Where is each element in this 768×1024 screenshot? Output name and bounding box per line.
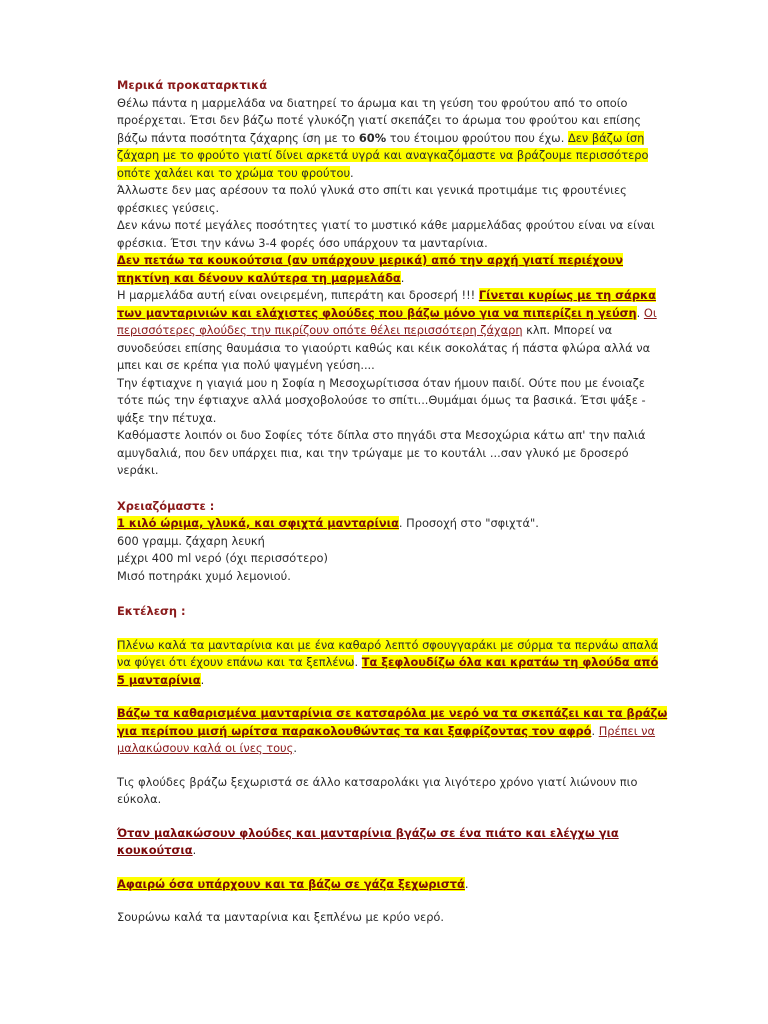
step-2-end: . bbox=[293, 741, 297, 755]
spacer bbox=[117, 689, 668, 705]
p1-end: . bbox=[350, 165, 354, 180]
spacer bbox=[117, 809, 668, 825]
intro-paragraph-7: Καθόμαστε λοιπόν οι δυο Σοφίες τότε δίπλα στο πηγάδι στα Μεσοχώρια κάτω απ' την παλιά αμυγδαλιά, που δεν υπάρχει πια, και την τρώγαμε με το κουτάλι ...σαν γλυκό με δροσερό νεράκι. bbox=[117, 428, 646, 477]
method-heading: Εκτέλεση : bbox=[117, 604, 186, 618]
p1-text-b: του έτοιμου φρούτου που έχω. bbox=[386, 130, 568, 145]
spacer bbox=[117, 480, 668, 498]
p5-emphasis: Γίνεται κυρίως με τη σάρκα των μανταρινιών και ελάχιστες φλούδες που βάζω μόνο για να πιπερίζει η γεύση bbox=[117, 288, 656, 320]
step-2-sep: . bbox=[591, 723, 599, 738]
step-1-end: . bbox=[200, 672, 205, 687]
method-step-4 bbox=[117, 825, 668, 860]
spacer bbox=[117, 758, 668, 774]
intro-heading: Μερικά προκαταρκτικά bbox=[117, 78, 268, 92]
step-5-end: . bbox=[464, 876, 469, 891]
step-1-sep: . bbox=[354, 655, 362, 669]
method-step-6: Σουρώνω καλά τα μανταρίνια και ξεπλένω με κρύο νερό. bbox=[117, 910, 445, 924]
method-step-3: Τις φλούδες βράζω ξεχωριστά σε άλλο κατσαρολάκι για λιγότερο χρόνο γιατί λιώνουν πιο εύκολα. bbox=[117, 774, 638, 806]
p5-text-c: κλπ. Μπορεί να συνοδεύσει επίσης θαυμάσια το γιαούρτι καθώς και κέικ σοκολάτας ή πάστα φλώρα αλλά να μπει και σε κρέπα για πολύ ψαγμένη γεύση.... bbox=[117, 323, 651, 372]
spacer bbox=[117, 585, 668, 603]
step-4-end: . bbox=[192, 843, 197, 857]
ingredient-item: μέχρι 400 ml νερό (όχι περισσότερο) bbox=[117, 551, 328, 565]
p1-text-a: Θέλω πάντα η μαρμελάδα να διατηρεί το άρωμα και τη γεύση του φρούτου από το οποίο προέρχεται. Έτσι δεν βάζω ποτέ γλυκόζη γιατί σκεπάζει το άρωμα του φρούτου και επίσης βάζω πάντα ποσότητα ζάχαρης ίση με το bbox=[117, 95, 642, 145]
intro-paragraph-2: Άλλωστε δεν μας αρέσουν τα πολύ γλυκά στο σπίτι και γενικά προτιμάμε τις φρουτένιες φρέσκιες γεύσεις. bbox=[117, 183, 627, 215]
intro-paragraph-4 bbox=[117, 252, 668, 287]
p5-text-b: . bbox=[636, 305, 644, 320]
method-step-5 bbox=[117, 876, 668, 894]
ingredient-item: 600 γραμμ. ζάχαρη λευκή bbox=[117, 533, 265, 548]
p5-text-a: Η μαρμελάδα αυτή είναι ονειρεμένη, πιπεράτη και δροσερή !!! bbox=[117, 288, 479, 302]
p4-end: . bbox=[400, 270, 405, 285]
step-5-emphasis: Αφαιρώ όσα υπάρχουν και τα βάζω σε γάζα ξεχωριστά bbox=[117, 876, 465, 891]
ingredient-item: Μισό ποτηράκι χυμό λεμονιού. bbox=[117, 568, 291, 583]
intro-paragraph-3: Δεν κάνω ποτέ μεγάλες ποσότητες γιατί το μυστικό κάθε μαρμελάδας φρούτου είναι να είναι φρέσκια. Έτσι την κάνω 3-4 φορές όσο υπάρχουν τα μανταρίνια. bbox=[117, 218, 655, 250]
intro-paragraph-5 bbox=[117, 287, 668, 375]
spacer bbox=[117, 893, 668, 909]
intro-paragraph-1 bbox=[117, 95, 668, 183]
method-step-2 bbox=[117, 705, 668, 758]
method-step-1 bbox=[117, 637, 668, 690]
step-1-highlight: Πλένω καλά τα μανταρίνια και με ένα καθαρό λεπτό σφουγγαράκι με σύρμα τα περνάω απαλά να φύγει ότι έχουν επάνω και τα ξεπλένω bbox=[117, 637, 659, 669]
p1-bold-percent: 60% bbox=[358, 130, 387, 145]
ingredients-heading: Χρειαζόμαστε : bbox=[117, 498, 215, 513]
spacer bbox=[117, 860, 668, 876]
step-4-emphasis: Όταν μαλακώσουν φλούδες και μανταρίνια βγάζω σε ένα πιάτο και ελέγχω για κουκούτσια bbox=[117, 825, 619, 857]
step-1-emphasis: Τα ξεφλουδίζω όλα και κρατάω τη φλούδα από 5 μανταρίνια bbox=[117, 655, 659, 687]
p4-emphasis: Δεν πετάω τα κουκούτσια (αν υπάρχουν μερικά) από την αρχή γιατί περιέχουν πηκτίνη και δένουν καλύτερα τη μαρμελάδα bbox=[117, 253, 624, 285]
ingredient-item bbox=[117, 515, 668, 533]
p1-highlight: Δεν βάζω ίση ζάχαρη με το φρούτο γιατί δίνει αρκετά υγρά και αναγκαζόμαστε να βράζουμε περισσότερο οπότε χαλάει και το χρώμα του φρούτου bbox=[117, 130, 649, 180]
step-2-underline: Πρέπει να μαλακώσουν καλά οι ίνες τους bbox=[117, 723, 656, 755]
spacer bbox=[117, 621, 668, 637]
intro-paragraph-6: Την έφτιαχνε η γιαγιά μου η Σοφία η Μεσοχωρίτισσα όταν ήμουν παιδί. Ούτε που με ένοιαζε τότε πώς την έφτιαχνε αλλά μοσχοβολούσε το σπίτι...Θυμάμαι όμως τα βασικά. Έτσι ψάξε - ψάξε την πέτυχα. bbox=[117, 375, 646, 425]
ingredient-1-rest: . Προσοχή στο "σφιχτά". bbox=[398, 516, 539, 530]
ingredient-1-emphasis: 1 κιλό ώριμα, γλυκά, και σφιχτά μανταρίνια bbox=[117, 516, 399, 530]
p5-underline: Οι περισσότερες φλούδες την πικρίζουν οπότε θέλει περισσότερη ζάχαρη bbox=[117, 305, 657, 337]
step-2-emphasis: Βάζω τα καθαρισμένα μανταρίνια σε κατσαρόλα με νερό να τα σκεπάζει και τα βράζω για περίπου μισή ωρίτσα παρακολουθώντας τα και ξαφρίζοντας τον αφρό bbox=[117, 706, 668, 738]
